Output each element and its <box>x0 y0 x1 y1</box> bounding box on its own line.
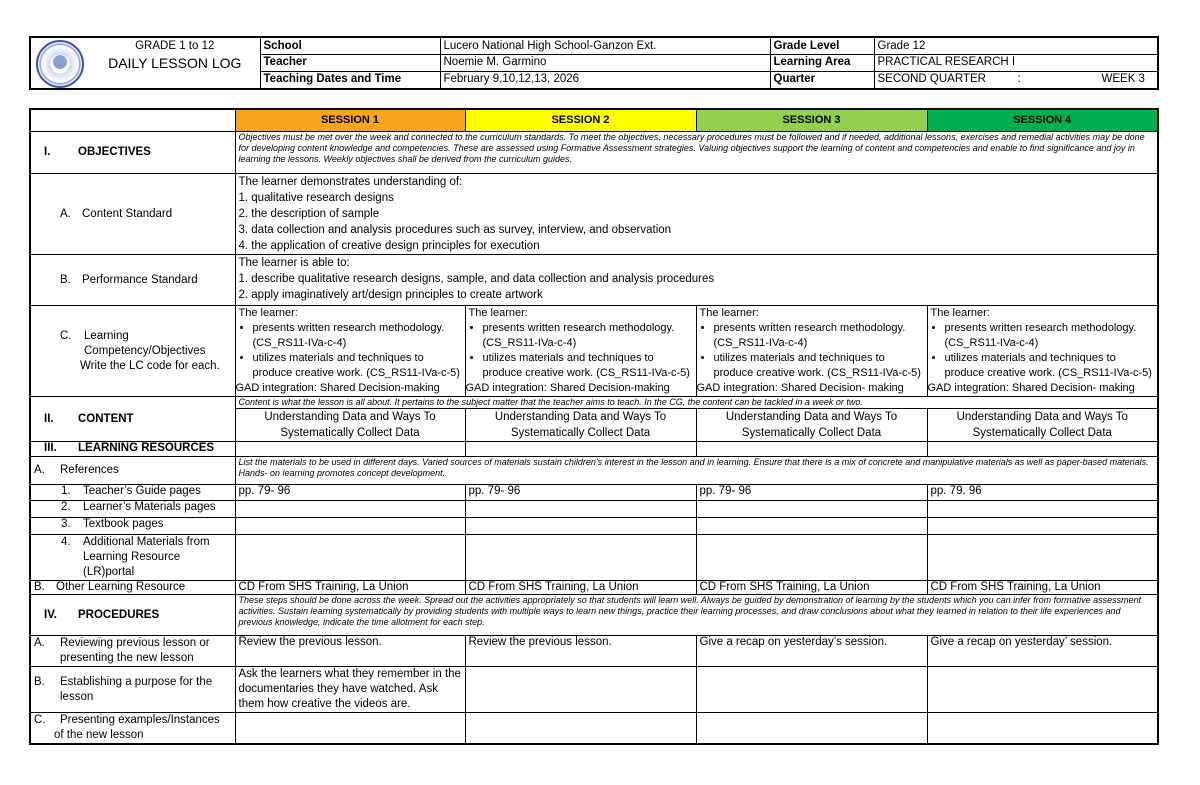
competency-label-line2: Competency/Objectives <box>84 344 206 357</box>
content-session-1 <box>235 409 465 442</box>
content-standard-line: 3. data collection and analysis procedures such as survey, interview, and observation <box>238 224 672 236</box>
performance-standard-line: 1. describe qualitative research designs, sample, and data collection and analysis procedures <box>238 273 715 285</box>
objectives-label-cell <box>30 132 235 174</box>
procedure-b-label: Establishing a purpose for the <box>60 675 213 688</box>
procedure-b-num: B. <box>34 675 45 688</box>
competency-label-line3: Write the LC code for each. <box>80 359 220 372</box>
procedure-a-session-1: Review the previous lesson. <box>235 636 465 667</box>
procedure-b-label-cell <box>30 667 235 713</box>
competency-item-code: (CS_RS11-IVa-c-4) <box>944 337 1039 349</box>
competency-item-text: utilizes materials and techniques to <box>482 352 654 364</box>
procedure-a-line1 <box>34 636 232 651</box>
content-session-4 <box>927 409 1158 442</box>
procedure-a-line2: presenting the new lesson <box>60 652 194 664</box>
procedure-c-label-cell <box>30 713 235 745</box>
competency-item-code: produce creative work. (CS_RS11-IVa-c-5) <box>482 367 690 379</box>
textbook-label-cell <box>30 518 235 535</box>
content-session-2 <box>465 409 696 442</box>
textbook-label: Textbook pages <box>83 518 164 530</box>
content-standard-row <box>30 174 1158 255</box>
procedure-b-session-1: Ask the learners what they remember in the documentaries they have watched. Ask them how creative the videos are. <box>235 667 465 713</box>
additional-materials-session-3 <box>696 535 927 581</box>
performance-standard-line: 2. apply imaginatively art/design principles to create artwork <box>238 289 543 301</box>
competency-item-text: presents written research methodology. <box>482 322 675 334</box>
week-text: WEEK 3 <box>1101 73 1145 86</box>
other-resource-session-3: CD From SHS Training, La Union <box>696 581 927 595</box>
procedure-c-session-3 <box>696 713 927 745</box>
procedure-b-session-4 <box>927 667 1158 713</box>
school-label: School <box>260 37 440 55</box>
quarter-label: Quarter <box>770 71 874 89</box>
procedures-row <box>30 595 1158 636</box>
procedure-c-line1 <box>34 713 232 728</box>
grade-level-label: Grade Level <box>770 37 874 55</box>
session-header-row <box>30 109 1158 132</box>
other-resource-num: B. <box>34 581 45 593</box>
content-standard-label-cell <box>30 174 235 255</box>
session-1-header: SESSION 1 <box>235 109 465 132</box>
procedures-label: PROCEDURES <box>78 608 160 621</box>
resources-label: LEARNING RESOURCES <box>78 442 215 454</box>
competency-item-text: utilizes materials and techniques to <box>252 352 424 364</box>
performance-standard-label-cell <box>30 255 235 306</box>
procedure-c-label: Presenting examples/Instances <box>60 714 220 726</box>
learners-materials-num: 2. <box>61 501 71 513</box>
content-num: II. <box>44 412 54 425</box>
gad-integration: GAD integration: Shared Decision-making <box>235 382 440 394</box>
procedure-a-label-cell <box>30 636 235 667</box>
learners-materials-session-1 <box>235 501 465 518</box>
teachers-guide-session-2: pp. 79- 96 <box>465 485 696 501</box>
resources-session-3 <box>696 442 927 457</box>
teachers-guide-label-cell <box>30 485 235 501</box>
blank-corner-cell <box>30 109 235 132</box>
objectives-note: Objectives must be met over the week and connected to the curriculum standards. To meet the objectives, necessary procedures must be followed and if needed, additional lessons, exercises and remedial activities may be done for developing content knowledge and competencies. These are assessed using Formative Assessment strategies. Valuing objectives support the learning of content and competencies and enable to find significance and joy in learning the lessons. Weekly objectives shall be derived from the curriculum guides. <box>235 132 1158 174</box>
learning-area-value: PRACTICAL RESEARCH I <box>874 55 1158 72</box>
competency-item-text: utilizes materials and techniques to <box>944 352 1116 364</box>
procedure-a-session-2: Review the previous lesson. <box>465 636 696 667</box>
competency-num: C. <box>60 329 72 342</box>
textbook-row <box>30 518 1158 535</box>
procedures-note: These steps should be done across the week. Spread out the activities appropriately so that students will learn well. Always be guided by demonstration of learning by the students which you can infer from formative assessment activities. Sustain learning systematically by providing students with multiple ways to learn new things, practice their learning processes, and draw conclusions about what they learned in relation to their life experiences and previous knowledge, indicate the time allotment for each step. <box>235 595 1158 636</box>
procedure-a-num: A. <box>34 637 45 649</box>
competency-item-text: presents written research methodology. <box>944 322 1137 334</box>
competency-item <box>714 321 924 351</box>
session-4-header: SESSION 4 <box>927 109 1158 132</box>
teachers-guide-session-1: pp. 79- 96 <box>235 485 465 501</box>
teachers-guide-label: Teacher’s Guide pages <box>83 485 201 497</box>
content-label: CONTENT <box>78 412 134 425</box>
content-standard-num: A. <box>60 207 71 220</box>
textbook-session-1 <box>235 518 465 535</box>
textbook-session-4 <box>927 518 1158 535</box>
header-table <box>29 36 1159 90</box>
resources-num: III. <box>44 442 57 454</box>
additional-materials-label: Additional Materials from <box>83 536 210 548</box>
doc-title: DAILY LESSON LOG <box>108 55 242 71</box>
other-resource-session-1: CD From SHS Training, La Union <box>235 581 465 595</box>
resources-label-cell <box>30 442 235 457</box>
dates-value: February 9,10,12,13, 2026 <box>440 71 770 89</box>
competency-item <box>253 321 462 351</box>
competency-intro: The learner: <box>238 307 298 319</box>
competency-item-code: produce creative work. (CS_RS11-IVa-c-5) <box>252 367 460 379</box>
learners-materials-session-3 <box>696 501 927 518</box>
quarter-value <box>874 71 1158 89</box>
competency-intro: The learner: <box>930 307 990 319</box>
additional-materials-num: 4. <box>61 536 71 548</box>
competency-item-code: (CS_RS11-IVa-c-4) <box>713 337 808 349</box>
objectives-row <box>30 132 1158 174</box>
references-note: List the materials to be used in different days. Varied sources of materials sustain children's interest in the lesson and in learning. Ensure that there is a mix of concrete and manipulative materials as well as paper-based materials. Hands- on learning promotes concept development. <box>235 457 1158 485</box>
content-topic-line1: Understanding Data and Ways To <box>725 411 898 423</box>
performance-standard-line: The learner is able to: <box>238 257 350 269</box>
gad-integration: GAD integration: Shared Decision-making <box>465 382 670 394</box>
procedure-c-num: C. <box>34 714 46 726</box>
performance-standard-row <box>30 255 1158 306</box>
competency-item <box>483 321 693 351</box>
lesson-log-table <box>29 108 1159 745</box>
grade-range-text: GRADE 1 to 12 <box>135 40 215 52</box>
resources-session-1 <box>235 442 465 457</box>
textbook-num: 3. <box>61 518 71 530</box>
competency-item <box>253 351 462 381</box>
content-topic-line1: Understanding Data and Ways To <box>956 411 1128 423</box>
title-cell <box>90 37 260 89</box>
procedure-b-session-3 <box>696 667 927 713</box>
dates-label: Teaching Dates and Time <box>260 71 440 89</box>
performance-standard-label: Performance Standard <box>82 273 198 286</box>
teachers-guide-row <box>30 485 1158 501</box>
references-label: References <box>60 464 119 476</box>
learners-materials-label-cell <box>30 501 235 518</box>
competency-item <box>945 321 1155 351</box>
competency-item-code: produce creative work. (CS_RS11-IVa-c-5) <box>944 367 1152 379</box>
competency-item <box>714 351 924 381</box>
performance-standard-num: B. <box>60 273 71 286</box>
session-2-header: SESSION 2 <box>465 109 696 132</box>
competency-list <box>931 321 1155 381</box>
competency-item-text: presents written research methodology. <box>252 322 445 334</box>
competency-item <box>945 351 1155 381</box>
content-standard-line: The learner demonstrates understanding of: <box>238 176 463 188</box>
references-num: A. <box>34 464 45 476</box>
teacher-label: Teacher <box>260 55 440 72</box>
content-standard-text <box>235 174 1158 255</box>
procedure-a-label: Reviewing previous lesson or <box>60 637 210 649</box>
competency-session-3 <box>696 306 927 397</box>
competency-label-cell <box>30 306 235 397</box>
content-note-row <box>30 397 1158 409</box>
procedure-a-row <box>30 636 1158 667</box>
procedure-b-row <box>30 667 1158 713</box>
grade-level-value: Grade 12 <box>874 37 1158 55</box>
other-resource-session-2: CD From SHS Training, La Union <box>465 581 696 595</box>
additional-materials-session-4 <box>927 535 1158 581</box>
procedure-a-session-3: Give a recap on yesterday’s session. <box>696 636 927 667</box>
resources-session-4 <box>927 442 1158 457</box>
other-resource-label-cell <box>30 581 235 595</box>
content-standard-line: 2. the description of sample <box>238 208 380 220</box>
additional-materials-label-cell <box>30 535 235 581</box>
objectives-label: OBJECTIVES <box>78 146 151 158</box>
procedure-c-session-1 <box>235 713 465 745</box>
content-topic-line1: Understanding Data and Ways To <box>264 411 436 423</box>
logo-cell <box>30 37 90 89</box>
competency-intro: The learner: <box>699 307 759 319</box>
procedure-b-line1 <box>34 675 232 690</box>
competency-item-code: (CS_RS11-IVa-c-4) <box>482 337 577 349</box>
quarter-colon: : <box>1017 73 1021 86</box>
teachers-guide-num: 1. <box>61 485 71 497</box>
learners-materials-label: Learner’s Materials pages <box>83 501 216 513</box>
content-note: Content is what the lesson is all about. It pertains to the subject matter that the teacher aims to teach. In the CG, the content can be tackled in a week or two. <box>235 397 1158 409</box>
additional-materials-session-1 <box>235 535 465 581</box>
quarter-text: SECOND QUARTER <box>877 73 986 86</box>
objectives-num: I. <box>44 146 51 158</box>
content-topic-line2: Systematically Collect Data <box>510 427 651 439</box>
competency-label: Learning <box>84 329 129 342</box>
additional-materials-session-2 <box>465 535 696 581</box>
learning-area-label: Learning Area <box>770 55 874 72</box>
competency-item-text: utilizes materials and techniques to <box>713 352 885 364</box>
deped-seal-icon <box>36 40 84 88</box>
competency-item <box>483 351 693 381</box>
references-row <box>30 457 1158 485</box>
additional-materials-line2: Learning Resource (LR)portal <box>83 551 181 578</box>
learners-materials-session-4 <box>927 501 1158 518</box>
content-topic-line2: Systematically Collect Data <box>741 427 882 439</box>
competency-list <box>700 321 924 381</box>
content-topic-line2: Systematically Collect Data <box>280 427 420 439</box>
session-3-header: SESSION 3 <box>696 109 927 132</box>
content-standard-line: 1. qualitative research designs <box>238 192 394 204</box>
competency-item-code: produce creative work. (CS_RS11-IVa-c-5) <box>713 367 921 379</box>
procedure-c-row <box>30 713 1158 745</box>
content-label-cell <box>30 397 235 442</box>
procedure-c-session-4 <box>927 713 1158 745</box>
learners-materials-session-2 <box>465 501 696 518</box>
competency-session-1 <box>235 306 465 397</box>
procedures-label-cell <box>30 595 235 636</box>
other-resource-row <box>30 581 1158 595</box>
teachers-guide-session-3: pp. 79- 96 <box>696 485 927 501</box>
references-label-cell <box>30 457 235 485</box>
competency-session-2 <box>465 306 696 397</box>
content-session-3 <box>696 409 927 442</box>
procedure-c-line2: of the new lesson <box>54 729 144 741</box>
gad-integration: GAD integration: Shared Decision- making <box>696 382 904 394</box>
textbook-session-2 <box>465 518 696 535</box>
competency-list <box>239 321 462 381</box>
content-topic-line2: Systematically Collect Data <box>972 427 1112 439</box>
procedure-b-session-2 <box>465 667 696 713</box>
competency-item-text: presents written research methodology. <box>713 322 906 334</box>
additional-materials-row <box>30 535 1158 581</box>
other-resource-label: Other Learning Resource <box>56 581 186 593</box>
resources-row <box>30 442 1158 457</box>
textbook-session-3 <box>696 518 927 535</box>
procedure-a-session-4: Give a recap on yesterday’ session. <box>927 636 1158 667</box>
competency-list <box>469 321 693 381</box>
competency-intro: The learner: <box>468 307 528 319</box>
teacher-value: Noemie M. Garmino <box>440 55 770 72</box>
content-standard-label: Content Standard <box>82 207 173 220</box>
competency-row <box>30 306 1158 397</box>
competency-label-line1 <box>60 329 232 344</box>
competency-item-code: (CS_RS11-IVa-c-4) <box>252 337 347 349</box>
procedure-c-session-2 <box>465 713 696 745</box>
school-value: Lucero National High School-Ganzon Ext. <box>440 37 770 55</box>
gad-integration: GAD integration: Shared Decision- making <box>927 382 1135 394</box>
teachers-guide-session-4: pp. 79. 96 <box>927 485 1158 501</box>
procedures-num: IV. <box>44 608 58 621</box>
resources-session-2 <box>465 442 696 457</box>
procedure-b-line2: lesson <box>60 690 94 703</box>
learners-materials-row <box>30 501 1158 518</box>
competency-session-4 <box>927 306 1158 397</box>
other-resource-session-4: CD From SHS Training, La Union <box>927 581 1158 595</box>
performance-standard-text <box>235 255 1158 306</box>
additional-materials-line1 <box>61 535 232 550</box>
content-topic-line1: Understanding Data and Ways To <box>494 411 667 423</box>
content-standard-line: 4. the application of creative design principles for execution <box>238 240 540 252</box>
